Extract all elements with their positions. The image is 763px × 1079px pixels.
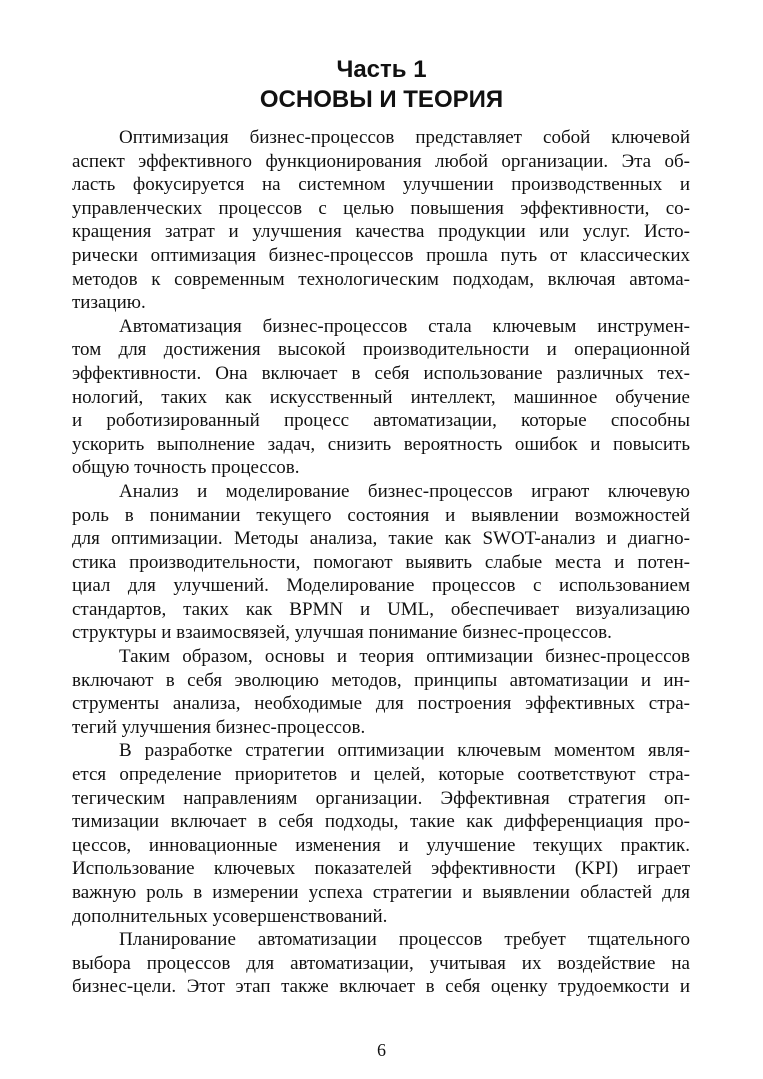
text-line: кращения затрат и улучшения качества продукции или услуг. Исто- <box>72 221 690 243</box>
text-line: бизнес-цели. Этот этап также включает в себя оценку трудоемкости и <box>72 976 690 998</box>
text-line: циал для улучшений. Моделирование процессов с использованием <box>72 575 690 597</box>
text-line: Таким образом, основы и теория оптимизации бизнес-процессов <box>119 646 690 668</box>
text-line: цессов, инновационные изменения и улучшение текущих практик. <box>72 834 690 856</box>
paragraph <box>72 645 690 739</box>
text-line: дополнительных усовершенствований. <box>72 905 388 927</box>
text-line: тегическим направлениям организации. Эффективная стратегия оп- <box>72 787 690 809</box>
paragraph <box>72 480 690 645</box>
text-line: рически оптимизация бизнес-процессов прошла путь от классических <box>72 244 690 266</box>
body-text <box>72 126 690 999</box>
text-line: ускорить выполнение задач, снизить вероятность ошибок и повысить <box>72 433 690 455</box>
text-line: стика производительности, помогают выявить слабые места и потен- <box>72 551 690 573</box>
text-line: Автоматизация бизнес-процессов стала ключевым инструмен- <box>119 315 690 337</box>
text-line: выбора процессов для автоматизации, учитывая их воздействие на <box>72 952 690 974</box>
text-line: том для достижения высокой производительности и операционной <box>72 339 690 361</box>
part-label: Часть 1 <box>336 56 427 83</box>
text-line: аспект эффективного функционирования любой организации. Эта об- <box>72 150 690 172</box>
text-line: управленческих процессов с целью повышения эффективности, со- <box>72 197 690 219</box>
text-line: ласть фокусируется на системном улучшении производственных и <box>72 174 690 196</box>
paragraph <box>72 739 690 928</box>
text-line: структуры и взаимосвязей, улучшая понимание бизнес-процессов. <box>72 622 612 644</box>
text-line: тегий улучшения бизнес-процессов. <box>72 716 366 738</box>
text-line: для оптимизации. Методы анализа, такие как SWOT-анализ и диагно- <box>72 528 690 550</box>
text-line: ется определение приоритетов и целей, которые соответствуют стра- <box>72 764 690 786</box>
text-line: тизацию. <box>72 292 146 314</box>
text-line: эффективности. Она включает в себя использование различных тех- <box>72 362 690 384</box>
text-line: В разработке стратегии оптимизации ключевым моментом явля- <box>119 740 690 762</box>
paragraph <box>72 928 690 999</box>
text-line: стандартов, таких как BPMN и UML, обеспечивает визуализацию <box>72 598 690 620</box>
text-line: Использование ключевых показателей эффективности (KPI) играет <box>72 858 690 880</box>
text-line: включают в себя эволюцию методов, принципы автоматизации и ин- <box>72 669 690 691</box>
text-line: важную роль в измерении успеха стратегии и выявлении областей для <box>72 882 690 903</box>
paragraph <box>72 126 690 315</box>
text-line: тимизации включает в себя подходы, такие как дифференциация про- <box>72 811 690 833</box>
text-line: Планирование автоматизации процессов требует тщательного <box>119 929 690 951</box>
text-line: методов к современным технологическим подходам, включая автома- <box>72 268 690 290</box>
text-line: общую точность процессов. <box>72 457 300 479</box>
text-line: Анализ и моделирование бизнес-процессов играют ключевую <box>119 480 690 502</box>
text-line: Оптимизация бизнес-процессов представляет собой ключевой <box>119 127 690 148</box>
paragraph <box>72 315 690 480</box>
text-line: роль в понимании текущего состояния и выявлении возможностей <box>72 504 690 526</box>
text-line: струменты анализа, необходимые для построения эффективных стра- <box>72 693 690 715</box>
page-number: 6 <box>377 1040 386 1060</box>
text-line: нологий, таких как искусственный интеллект, машинное обучение <box>72 386 690 408</box>
text-line: и роботизированный процесс автоматизации, которые способны <box>72 410 690 432</box>
part-title: ОСНОВЫ И ТЕОРИЯ <box>259 86 504 113</box>
